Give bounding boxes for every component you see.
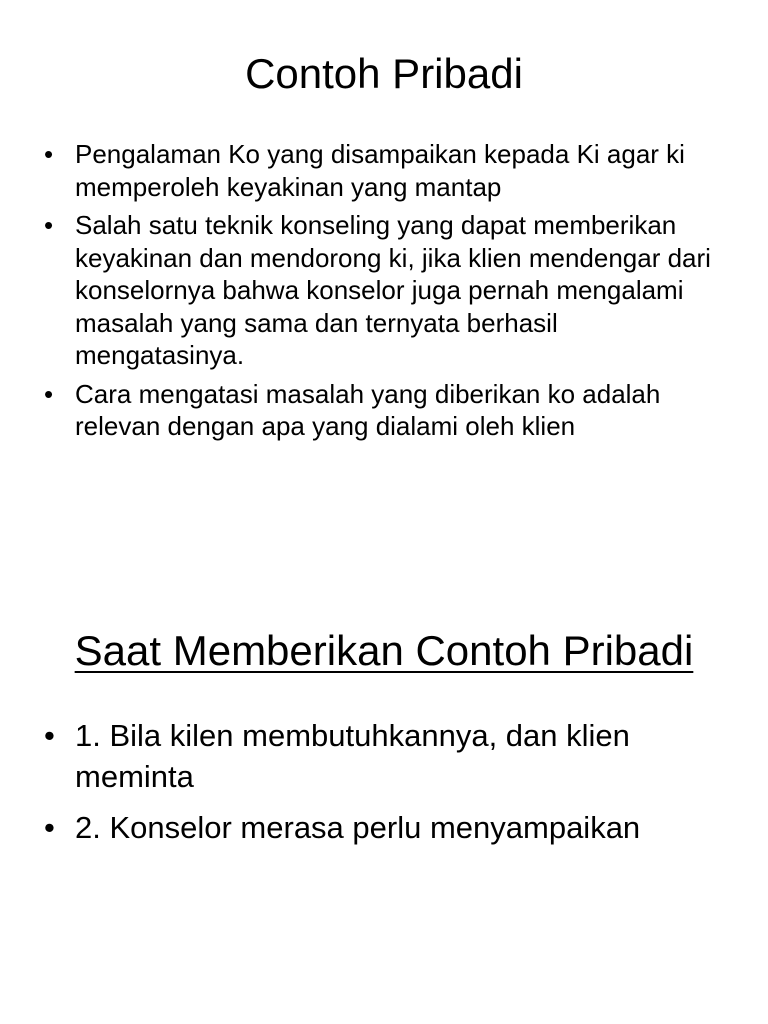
list-item xyxy=(0,715,720,797)
bullet-icon: • xyxy=(44,718,55,753)
bullet-text: Salah satu teknik konseling yang dapat memberikan keyakinan dan mendorong ki, jika klien mendengar dari konselornya bahwa konselor juga pernah mengalami masalah yang sama dan ternyata berhasil mengatasinya. xyxy=(75,210,711,370)
bullet-text: Pengalaman Ko yang disampaikan kepada Ki agar ki memperoleh keyakinan yang mantap xyxy=(75,139,685,202)
bullet-icon: • xyxy=(44,378,54,409)
bullet-list xyxy=(0,715,720,858)
bullet-list xyxy=(0,138,720,449)
bullet-icon: • xyxy=(44,810,55,845)
bullet-text: Cara mengatasi masalah yang diberikan ko adalah relevan dengan apa yang dialami oleh klien xyxy=(75,378,661,441)
list-item xyxy=(0,807,720,848)
slide-saat-memberikan xyxy=(0,512,768,1024)
bullet-text: 1. Bila kilen membutuhkannya, dan klien meminta xyxy=(75,718,630,794)
slide-title: Saat Memberikan Contoh Pribadi xyxy=(74,627,694,674)
bullet-icon: • xyxy=(44,139,54,169)
list-item xyxy=(0,209,720,372)
list-item xyxy=(0,138,720,203)
list-item xyxy=(0,378,720,443)
bullet-icon: • xyxy=(44,210,54,240)
slide-title: Contoh Pribadi xyxy=(245,50,523,97)
bullet-text: 2. Konselor merasa perlu menyampaikan xyxy=(75,810,641,845)
